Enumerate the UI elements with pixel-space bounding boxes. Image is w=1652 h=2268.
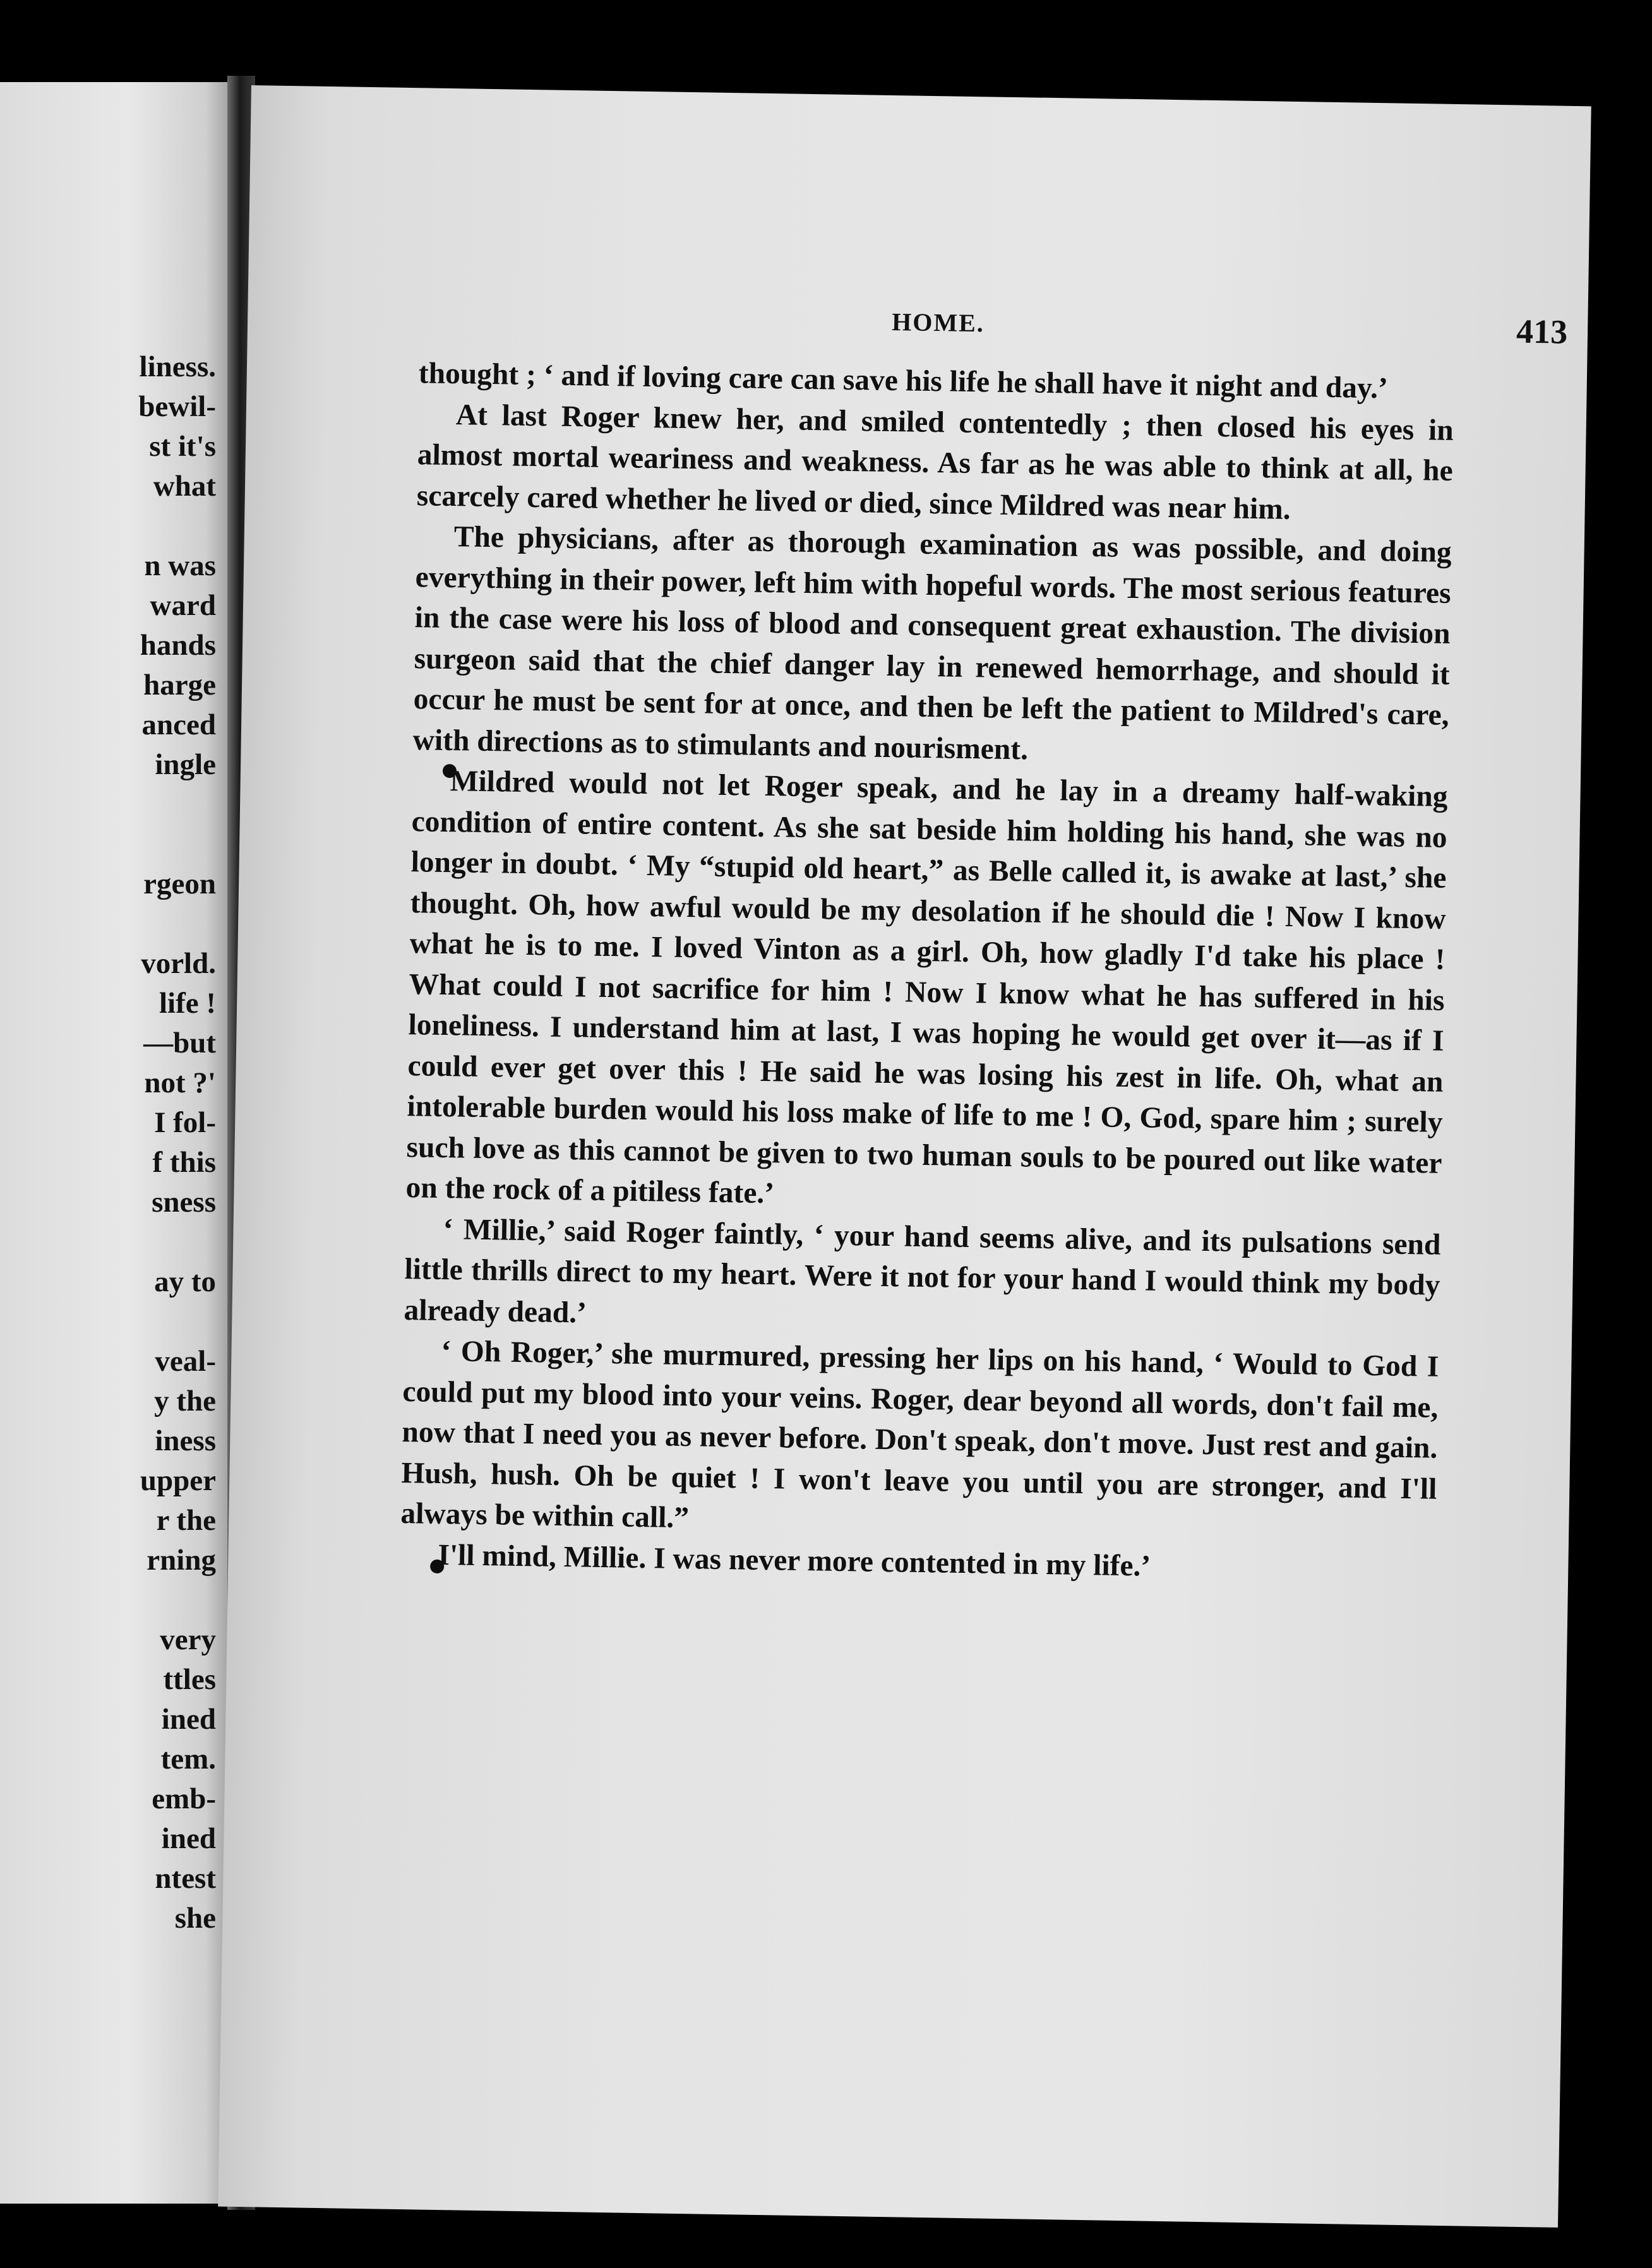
left-page-line: veal- (155, 1345, 216, 1378)
running-title: HOME. (891, 307, 985, 338)
left-page-line: —but (143, 1027, 216, 1059)
right-page (218, 85, 1591, 2228)
paragraph: The physicians, after as thorough examination as was possible, and doing everything in their power, left him with hopeful words. The most serious features in the case were his loss of blood and consequent great exhaustion. The division surgeon said that the chief danger lay in renewed hemorrhage, and should it occur he must be sent for at once, and then be left the patient to Mildred's care, with directions as to stimulants and nourisment. (412, 520, 1452, 766)
left-page-line: f this (152, 1146, 216, 1179)
left-page-line: harge (143, 669, 216, 701)
left-page-line: rning (147, 1544, 216, 1577)
paragraph: ‘ Oh Roger,’ she murmured, pressing her lips on his hand, ‘ Would to God I could put my blood into your veins. Roger, dear beyond all words, don't fail me, now that I need you as never before. Don't speak, don't move. Just rest and gain. Hush, hush. Oh be quiet ! I won't leave you until you are stronger, and I'll always be within call.” (400, 1334, 1439, 1535)
paragraph: ‘ Millie,’ said Roger faintly, ‘ your hand seems alive, and its pulsations send little thrills direct to my heart. Were it not for your hand I would think my body already dead.’ (404, 1212, 1441, 1330)
left-page-fragment (0, 82, 234, 2204)
left-page-line: iness (155, 1424, 216, 1457)
left-page-line: what (153, 470, 216, 503)
left-page-line: rgeon (143, 868, 216, 900)
left-page-line (138, 506, 216, 546)
paragraph: Mildred would not let Roger speak, and he lay in a dreamy half-waking condition of entire content. As she sat beside him holding his hand, she was no longer in doubt. ‘ My “stupid old heart,” as Belle called it, is awake at last,’ she thought. Oh, how awful would be my desolation if he should die ! Now I know what he is to me. I loved Vinton as a girl. Oh, how gladly I'd take his place ! What could I not sacrifice for him ! Now I know what he has suffered in his loneliness. I understand him at last, I was hoping he would get over it—as if I could ever get over this ! He said he was losing his zest in life. Oh, what an intolerable burden would his loss make of life to me ! O, God, spare him ; surely such love as this cannot be given to two human souls to be poured out like water on the rock of a pitiless fate.’ (405, 765, 1448, 1210)
left-page-line: I fol- (154, 1106, 216, 1139)
left-page-line: bewil- (138, 390, 216, 423)
left-page-line: sness (152, 1186, 216, 1219)
left-page-line: ward (150, 589, 216, 622)
left-page-line: n was (144, 549, 216, 582)
left-page-line (138, 1222, 216, 1262)
left-page-line: tem. (160, 1743, 216, 1776)
left-page-line: ttles (163, 1663, 216, 1696)
left-page-line: vorld. (141, 947, 216, 980)
left-page-line: ingle (155, 748, 216, 781)
paragraph: I'll mind, Millie. I was never more contented in my life.’ (438, 1538, 1151, 1583)
left-page-line: liness. (139, 350, 216, 383)
left-page-line: ined (161, 1822, 216, 1855)
left-page-line: r the (156, 1504, 216, 1537)
left-page-line-list (138, 347, 216, 1938)
left-page-line: st it's (149, 430, 216, 463)
left-page-line: she (174, 1902, 216, 1935)
left-page-line: y the (154, 1385, 216, 1418)
left-page-line: life ! (159, 987, 216, 1020)
left-page-line: not ?' (144, 1066, 216, 1099)
paragraph: thought ; ‘ and if loving care can save his life he shall have it night and day.’ (418, 357, 1389, 405)
left-page-line (138, 785, 216, 825)
left-page-line (138, 1302, 216, 1342)
left-page-line: emb- (152, 1782, 216, 1815)
left-page-line (138, 904, 216, 944)
left-page-line: very (160, 1623, 216, 1656)
page-number: 413 (1516, 312, 1568, 351)
left-page-line: ined (161, 1703, 216, 1736)
paragraph: At last Roger knew her, and smiled contentedly ; then closed his eyes in almost mortal weariness and weakness. As far as he was able to think at all, he scarcely cared whether he lived or died, since Mildred was near him. (416, 398, 1454, 526)
left-page-line: hands (140, 629, 216, 662)
body-text (400, 353, 1454, 1591)
left-page-line: upper (140, 1464, 216, 1497)
left-page-line: anced (141, 708, 216, 741)
left-page-line: ntest (155, 1862, 216, 1895)
left-page-line (138, 825, 216, 864)
left-page-line: ay to (154, 1265, 216, 1298)
left-page-line (138, 1580, 216, 1620)
